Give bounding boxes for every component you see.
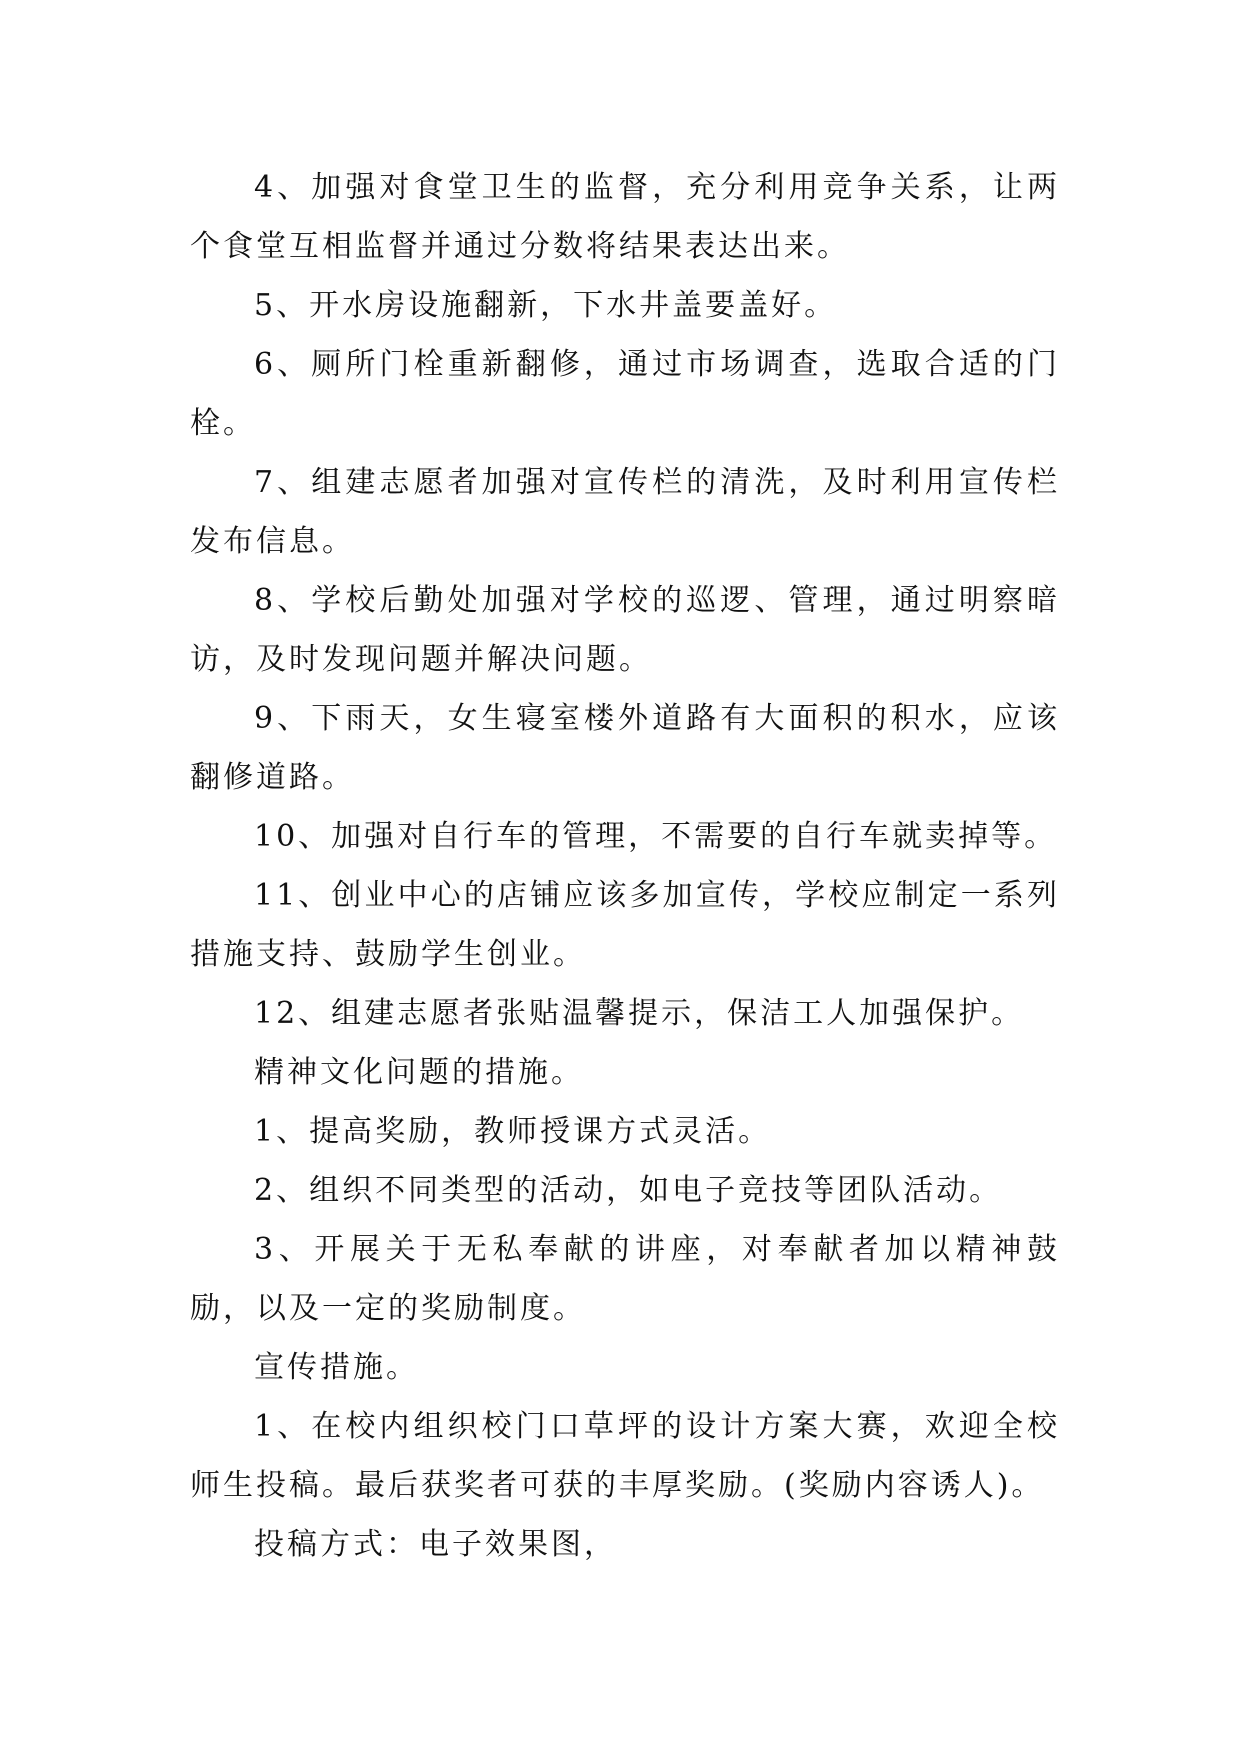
paragraph-road-repair: 9、下雨天，女生寝室楼外道路有大面积的积水，应该翻修道路。: [190, 701, 1060, 795]
document-body: [190, 158, 1060, 1574]
paragraph-water-room: 5、开水房设施翻新，下水井盖要盖好。: [254, 288, 838, 323]
paragraph-teaching-rewards: 1、提高奖励，教师授课方式灵活。: [254, 1114, 772, 1149]
paragraph-submission-method: 投稿方式：电子效果图，: [254, 1527, 617, 1562]
paragraph-logistics-patrol: 8、学校后勤处加强对学校的巡逻、管理，通过明察暗访，及时发现问题并解决问题。: [190, 583, 1060, 677]
paragraph-design-contest: 1、在校内组织校门口草坪的设计方案大赛，欢迎全校师生投稿。最后获奖者可获的丰厚奖励。(奖励内容诱人)。: [190, 1409, 1060, 1503]
paragraph-bulletin-board: 7、组建志愿者加强对宣传栏的清洗，及时利用宣传栏发布信息。: [190, 465, 1060, 559]
section-heading-publicity: 宣传措施。: [254, 1350, 419, 1385]
paragraph-entrepreneurship: 11、创业中心的店铺应该多加宣传，学校应制定一系列措施支持、鼓励学生创业。: [190, 878, 1060, 972]
paragraph-dedication-lecture: 3、开展关于无私奉献的讲座，对奉献者加以精神鼓励，以及一定的奖励制度。: [190, 1232, 1060, 1326]
paragraph-reminders: 12、组建志愿者张贴温馨提示，保洁工人加强保护。: [254, 996, 1025, 1031]
paragraph-activities: 2、组织不同类型的活动，如电子竞技等团队活动。: [254, 1173, 1003, 1208]
section-heading-culture: 精神文化问题的措施。: [254, 1055, 584, 1090]
paragraph-canteen-supervision: 4、加强对食堂卫生的监督，充分利用竞争关系，让两个食堂互相监督并通过分数将结果表达出来。: [190, 170, 1060, 264]
paragraph-bicycle-management: 10、加强对自行车的管理，不需要的自行车就卖掉等。: [254, 819, 1058, 854]
paragraph-toilet-latch: 6、厕所门栓重新翻修，通过市场调查，选取合适的门栓。: [190, 347, 1060, 441]
